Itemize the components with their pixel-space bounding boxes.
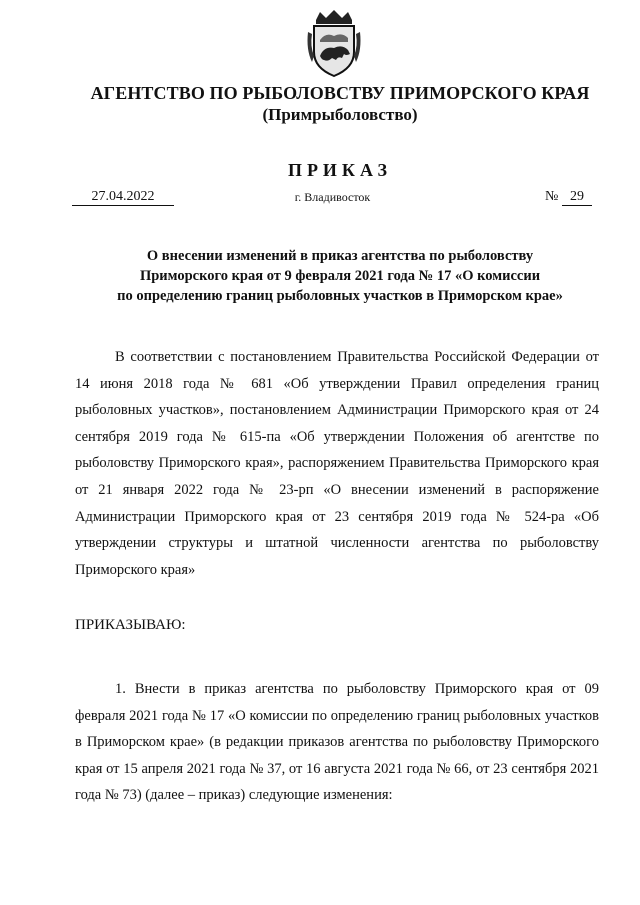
order-heading: ПРИКАЗЫВАЮ:	[75, 617, 186, 633]
subject-line: О внесении изменений в приказ агентства по рыболовству	[146, 248, 534, 264]
subject-line: Приморского края от 9 февраля 2021 года № 17 «О комиссии	[139, 268, 541, 284]
number-sign: №	[545, 189, 559, 204]
document-type: ПРИКАЗ	[287, 160, 393, 180]
preamble-paragraph: В соответствии с постановлением Правительства Российской Федерации от 14 июня 2018 года № 681 «Об утверждении Правил определения границ рыболовных участков», постановлением Администрации Приморского края от 24 сентября 2019 года № 615-па «Об утверждении Положения об агентстве по рыболовству Приморского края», распоряжением Правительства Приморского края от 21 января 2022 года № 23-рп «О внесении изменений в распоряжение Администрации Приморского края от 23 сентября 2019 года № 524-ра «Об утверждении структуры и штатной численности агентства по рыболовству Приморского края»	[75, 349, 599, 578]
agency-name: АГЕНТСТВО ПО РЫБОЛОВСТВУ ПРИМОРСКОГО КРАЯ	[90, 83, 590, 103]
document-city: г. Владивосток	[294, 190, 371, 204]
item-1-paragraph: 1. Внести в приказ агентства по рыболовству Приморского края от 09 февраля 2021 года № 17 «О комиссии по определению границ рыболовных участков в Приморском крае» (в редакции приказов агентства по рыболовству Приморского края от 15 апреля 2021 года № 37, от 16 августа 2021 года № 66, от 23 сентября 2021 года № 73) (далее – приказ) следующие изменения:	[75, 681, 599, 804]
primorsky-coat-of-arms-icon	[306, 10, 362, 78]
subject-line: по определению границ рыболовных участков в Приморском крае»	[117, 288, 563, 304]
agency-short-name: (Примрыболовство)	[262, 105, 418, 124]
document-subject	[80, 246, 600, 306]
document-number: 29	[562, 189, 592, 206]
document-date: 27.04.2022	[72, 189, 174, 206]
